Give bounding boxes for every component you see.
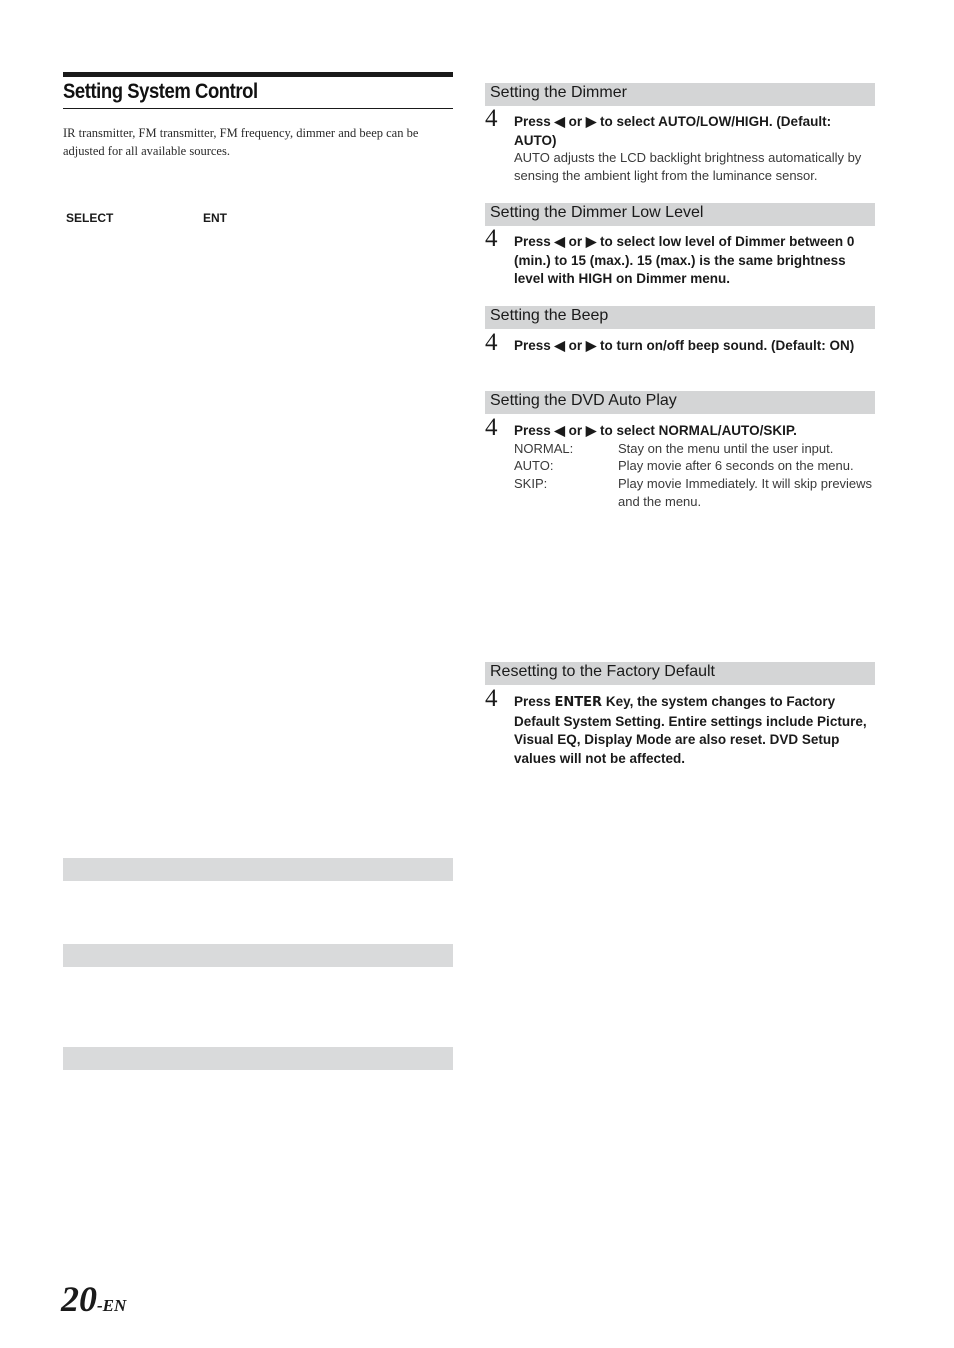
- left-section-bar-2: [63, 944, 453, 967]
- dimmer-description: AUTO adjusts the LCD backlight brightness automatically by sensing the ambient light from the luminance sensor.: [514, 150, 862, 183]
- option-name: NORMAL:: [514, 441, 574, 456]
- option-name: SKIP:: [514, 476, 548, 491]
- dvd-auto-play-section-header: [485, 391, 875, 414]
- dimmer-heading: Setting the Dimmer: [490, 84, 627, 101]
- beep-section-header: [485, 306, 875, 329]
- factory-reset-section-header: [485, 662, 875, 685]
- dimmer-step-number: 4: [485, 105, 498, 132]
- dimmer-instruction: Press ◀ or ▶ to select AUTO/LOW/HIGH. (Default: AUTO): [514, 114, 832, 148]
- dvd-auto-play-instruction: Press ◀ or ▶ to select NORMAL/AUTO/SKIP.: [514, 423, 797, 438]
- page-number-suffix: -EN: [97, 1296, 127, 1315]
- instruction-suffix: Key, the system changes to Factory Default System Setting. Entire settings include Picture, Visual EQ, Display Mode are also reset. DVD Setup values will not be affected.: [514, 694, 867, 766]
- beep-step-number: 4: [485, 329, 498, 356]
- dimmer-section-header: [485, 83, 875, 106]
- dimmer-low-heading: Setting the Dimmer Low Level: [490, 204, 704, 221]
- factory-reset-step-number: 4: [485, 685, 498, 712]
- ent-key-label: ENT: [203, 211, 227, 225]
- beep-heading: Setting the Beep: [490, 307, 609, 324]
- select-key-label: SELECT: [66, 211, 114, 225]
- instruction-prefix: Press: [514, 694, 555, 709]
- title-top-rule: [63, 72, 453, 77]
- option-name: AUTO:: [514, 458, 554, 473]
- option-description: Stay on the menu until the user input.: [618, 441, 834, 456]
- option-description: Play movie Immediately. It will skip previews and the menu.: [618, 476, 873, 509]
- page-title: Setting System Control: [63, 80, 258, 103]
- dimmer-low-instruction: Press ◀ or ▶ to select low level of Dimmer between 0 (min.) to 15 (max.). 15 (max.) is the same brightness level with HIGH on Dimmer menu.: [514, 234, 855, 286]
- beep-instruction: Press ◀ or ▶ to turn on/off beep sound. (Default: ON): [514, 338, 855, 353]
- option-description: Play movie after 6 seconds on the menu.: [618, 458, 854, 473]
- factory-reset-instruction: [514, 693, 876, 768]
- dimmer-low-section-header: [485, 203, 875, 226]
- dimmer-low-step-number: 4: [485, 225, 498, 252]
- page-number-value: 20: [61, 1279, 97, 1319]
- title-bottom-rule: [63, 108, 453, 109]
- enter-key-label: ENTER: [554, 695, 603, 710]
- left-section-bar-1: [63, 858, 453, 881]
- dvd-auto-play-step-number: 4: [485, 414, 498, 441]
- factory-reset-heading: Resetting to the Factory Default: [490, 663, 715, 680]
- dvd-auto-play-heading: Setting the DVD Auto Play: [490, 392, 677, 409]
- page-number: [61, 1278, 126, 1320]
- intro-paragraph: IR transmitter, FM transmitter, FM frequency, dimmer and beep can be adjusted for all available sources.: [63, 126, 419, 158]
- left-section-bar-3: [63, 1047, 453, 1070]
